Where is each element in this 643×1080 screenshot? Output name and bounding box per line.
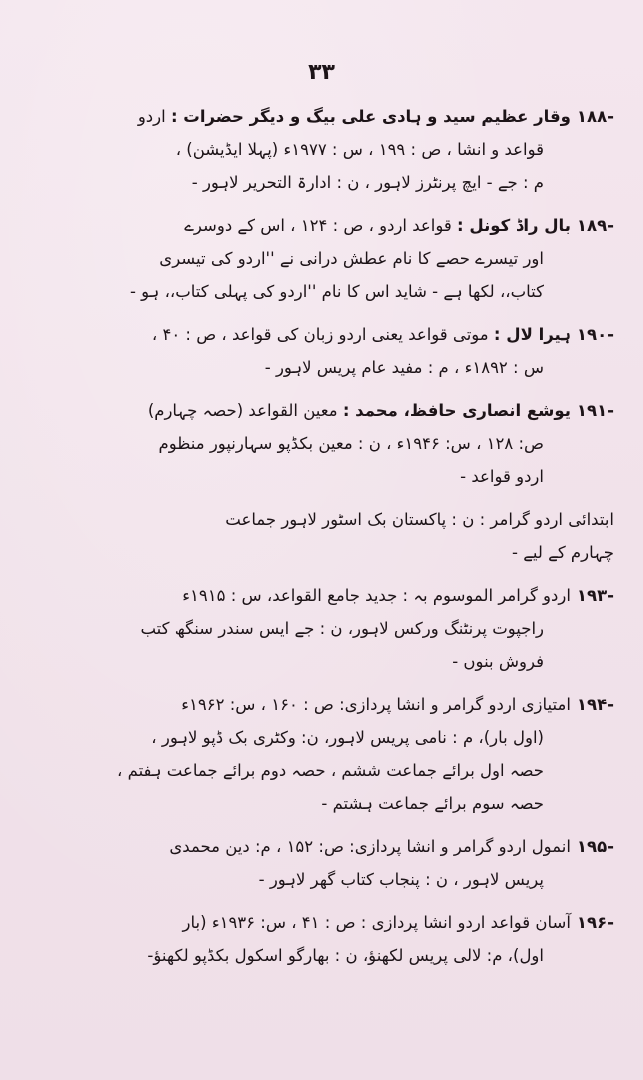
- bibliography-list: [34, 100, 614, 982]
- entry-line: حصہ سوم برائے جماعت ہشتم -: [321, 794, 544, 813]
- entry-number: -۱۹۱: [576, 401, 614, 420]
- entry-text: امتیازی اردو گرامر و انشا پردازی: ص : ۱۶۰ ، س: ۱۹۶۲ء: [181, 695, 571, 714]
- entry-line: فروش بنوں -: [452, 652, 544, 671]
- entry-number: -۱۹۶: [576, 913, 614, 932]
- entry-first-line: [34, 209, 614, 242]
- entry-196: [34, 906, 614, 972]
- entry-text: اردو گرامر الموسوم بہ : جدید جامع القواعد، س : ۱۹۱۵ء: [182, 586, 571, 605]
- entry-195: [34, 830, 614, 896]
- entry-line: چہارم کے لیے -: [512, 543, 614, 562]
- entry-number: -۱۹۳: [576, 586, 614, 605]
- entry-line: کتاب،، لکھا ہے - شاید اس کا نام ''اردو کی پہلی کتاب،، ہو -: [129, 282, 544, 301]
- entry-number: -۱۸۹: [576, 216, 614, 235]
- entry-text: موتی قواعد یعنی اردو زبان کی قواعد ، ص : ۴۰ ،: [151, 325, 489, 344]
- entry-line: قواعد و انشا ، ص : ۱۹۹ ، س : ۱۹۷۷ء (پہلا ایڈیشن) ،: [175, 140, 544, 159]
- entry-189: [34, 209, 614, 308]
- entry-heading: ہیرا لال :: [493, 325, 571, 344]
- entry-text: معین القواعد (حصہ چہارم): [147, 401, 338, 420]
- entry-line: اور تیسرے حصے کا نام عطش درانی نے ''اردو کی تیسری: [159, 249, 544, 268]
- entry-191: [34, 394, 614, 493]
- entry-text: اردو: [137, 107, 166, 126]
- entry-first-line: [34, 100, 614, 133]
- entry-193: [34, 579, 614, 678]
- entry-first-line: [34, 318, 614, 351]
- entry-line: (اول بار)، م : نامی پریس لاہور، ن: وکٹری بک ڈپو لاہور ،: [151, 728, 544, 747]
- entry-text: ابتدائی اردو گرامر : ن : پاکستان بک اسٹور لاہور جماعت: [225, 510, 614, 529]
- entry-heading: یوشع انصاری حافظ، محمد :: [342, 401, 571, 420]
- entry-first-line: [34, 503, 614, 536]
- entry-first-line: [34, 688, 614, 721]
- entry-heading: بال راڈ کونل :: [457, 216, 571, 235]
- page-number: ۳۳: [308, 60, 335, 85]
- entry-number: -۱۹۵: [576, 837, 614, 856]
- entry-number: -۱۹۴: [576, 695, 614, 714]
- entry-number: -۱۹۰: [576, 325, 614, 344]
- entry-first-line: [34, 394, 614, 427]
- entry-line: س : ۱۸۹۲ء ، م : مفید عام پریس لاہور -: [264, 358, 544, 377]
- entry-text: آسان قواعد اردو انشا پردازی : ص : ۴۱ ، س: ۱۹۳۶ء (بار: [182, 913, 571, 932]
- entry-unnumbered: [34, 503, 614, 569]
- entry-first-line: [34, 906, 614, 939]
- entry-line: اول)، م: لالی پریس لکھنؤ، ن : بھارگو اسکول بکڈپو لکھنؤ-: [147, 946, 544, 965]
- entry-first-line: [34, 579, 614, 612]
- entry-first-line: [34, 830, 614, 863]
- entry-line: م : جے - ایچ پرنٹرز لاہور ، ن : ادارۃ التحریر لاہور -: [191, 173, 544, 192]
- entry-heading: وقار عظیم سید و ہادی علی بیگ و دیگر حضرات :: [170, 107, 571, 126]
- entry-194: [34, 688, 614, 820]
- entry-190: [34, 318, 614, 384]
- entry-line: اردو قواعد -: [460, 467, 544, 486]
- entry-line: ص: ۱۲۸ ، س: ۱۹۴۶ء ، ن : معین بکڈپو سہارنپور منظوم: [158, 434, 544, 453]
- entry-line: حصہ اول برائے جماعت ششم ، حصہ دوم برائے جماعت ہفتم ،: [117, 761, 544, 780]
- entry-line: پریس لاہور ، ن : پنجاب کتاب گھر لاہور -: [258, 870, 544, 889]
- entry-text: قواعد اردو ، ص : ۱۲۴ ، اس کے دوسرے: [184, 216, 452, 235]
- entry-188: [34, 100, 614, 199]
- entry-number: -۱۸۸: [576, 107, 614, 126]
- entry-text: انمول اردو گرامر و انشا پردازی: ص: ۱۵۲ ، م: دین محمدی: [169, 837, 571, 856]
- entry-line: راجپوت پرنٹنگ ورکس لاہور، ن : جے ایس سندر سنگھ کتب: [140, 619, 544, 638]
